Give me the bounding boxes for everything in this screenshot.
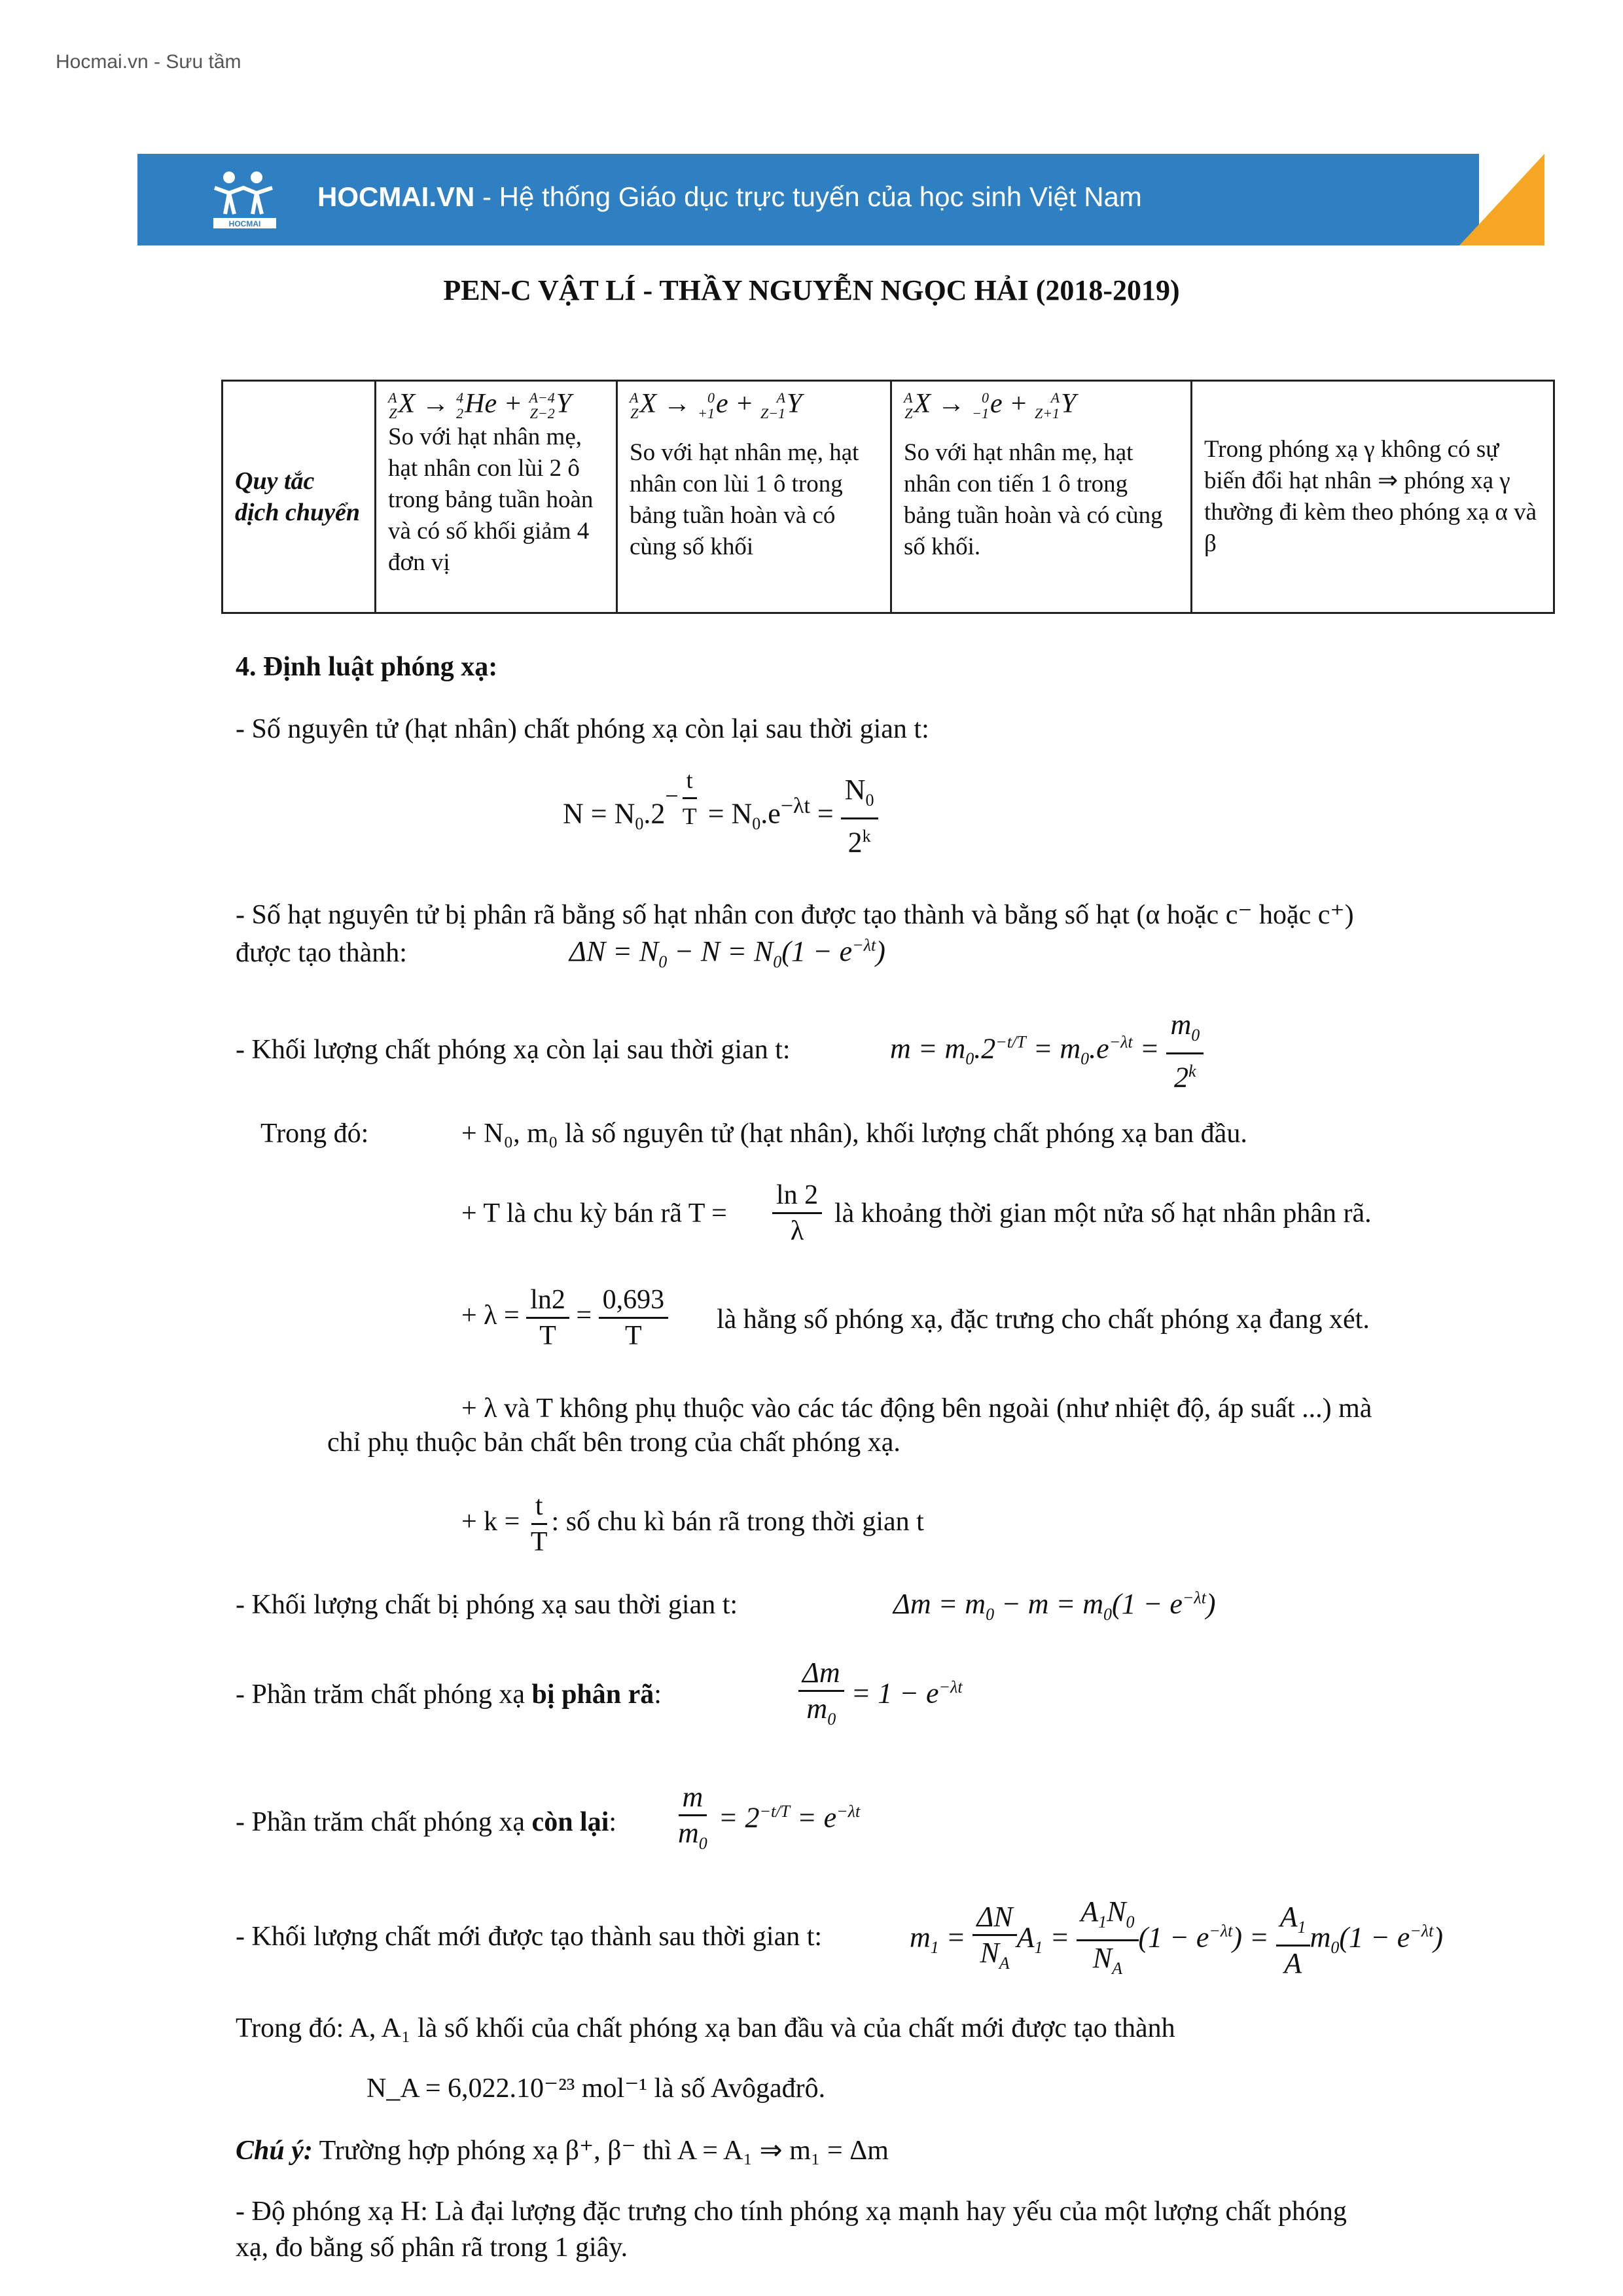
gamma-cell	[1192, 381, 1554, 613]
formula-delta-m: $\Delta m = m_0 - m = m_0(1 - e^{-\lambda t})$	[893, 1588, 1216, 1624]
hocmai-logo-icon	[209, 168, 281, 234]
formula-percent-decayed: $\frac{\Delta m}{m_0}$ = $1 - e^{-\lambda t}$	[798, 1656, 963, 1736]
section-heading: 4. Định luật phóng xạ:	[236, 652, 498, 682]
alpha-cell	[376, 381, 617, 613]
source-note: Hocmai.vn - Sưu tầm	[56, 51, 241, 73]
brand-name: HOCMAI.VN	[317, 181, 475, 212]
rules-label: Quy tắc dịch chuyển	[223, 381, 376, 613]
decayed-nuclei-line-2: được tạo thành:	[236, 938, 407, 968]
where-n0-m0: + N₀, m₀ là số nguyên tử (hạt nhân), khối lượng chất phóng xạ ban đầu.	[461, 1119, 1247, 1149]
formula-lambda: + λ = $\frac{\ln 2}{T}$ = $\frac{0,693}{T}$	[461, 1283, 668, 1353]
decayed-nuclei-line: - Số hạt nguyên tử bị phân rã bằng số hạt nhân con được tạo thành và bằng số hạt (α hoặc c⁻ hoặc c⁺)	[236, 900, 1354, 930]
where-independent-a: + λ và T không phụ thuộc vào các tác động bên ngoài (như nhiệt độ, áp suất ...) mà	[461, 1393, 1372, 1424]
where-label: Trong đó:	[260, 1119, 369, 1149]
rules-table	[221, 380, 1555, 614]
percent-remaining-line: - Phần trăm chất phóng xạ còn lại:	[236, 1807, 617, 1837]
remaining-nuclei-line: - Số nguyên tử (hạt nhân) chất phóng xạ còn lại sau thời gian t:	[236, 714, 929, 744]
beta-plus-equation: A Z X → 0 +1 e + A Z−1 Y	[630, 389, 802, 422]
alpha-text: So với hạt nhân mẹ, hạt nhân con lùi 2 ô trong bảng tuần hoàn và có số khối giảm 4 đơn vị	[388, 423, 594, 577]
where-half-life-a: + T là chu kỳ bán rã T =	[461, 1198, 727, 1229]
formula-half-life: $\frac{\ln 2}{\lambda}$	[772, 1178, 822, 1248]
where-half-life-b: là khoảng thời gian một nửa số hạt nhân phân rã.	[834, 1198, 1372, 1229]
header-banner	[137, 154, 1479, 245]
new-mass-line: - Khối lượng chất mới được tạo thành sau thời gian t:	[236, 1922, 823, 1952]
alpha-equation: A Z X → 4 2 He + A−4 Z−2 Y	[388, 389, 572, 422]
beta-plus-text: So với hạt nhân mẹ, hạt nhân con lùi 1 ô trong bảng tuần hoàn và có cùng số khối	[630, 439, 859, 561]
page-title: PEN-C VẬT LÍ - THẦY NGUYỄN NGỌC HẢI (2018-2019)	[443, 274, 1180, 306]
formula-delta-n: $\Delta N = N_0 - N = N_0(1 - e^{-\lambda t})$	[569, 935, 885, 971]
formula-m: $m = m_0.2^{-t/T} = m_0.e^{-\lambda t}$ = $\frac{m_0}{2^k}$	[890, 1008, 1204, 1094]
activity-line-b: xạ, đo bằng số phân rã trong 1 giây.	[236, 2233, 628, 2263]
beta-minus-equation: A Z X → 0 −1 e + A Z+1 Y	[904, 389, 1077, 422]
remaining-mass-line: - Khối lượng chất phóng xạ còn lại sau thời gian t:	[236, 1035, 791, 1065]
banner-tagline: - Hệ thống Giáo dục trực tuyến của học sinh Việt Nam	[474, 181, 1142, 212]
avogadro-line: N_A = 6,022.10⁻²³ mol⁻¹ là số Avôgađrô.	[366, 2073, 826, 2104]
where-a-a1: Trong đó: A, A₁ là số khối của chất phóng xạ ban đầu và của chất mới được tạo thành	[236, 2013, 1175, 2043]
banner-text	[317, 181, 1142, 213]
where-k: : số chu kì bán rã trong thời gian t	[551, 1507, 924, 1537]
lost-mass-line: - Khối lượng chất bị phóng xạ sau thời gian t:	[236, 1590, 738, 1620]
beta-plus-cell	[617, 381, 891, 613]
activity-line-a: - Độ phóng xạ H: Là đại lượng đặc trưng cho tính phóng xạ mạnh hay yếu của một lượng chất phóng	[236, 2197, 1347, 2227]
formula-k: + k = $\frac{t}{T}$ : số chu kì bán rã trong thời gian t	[461, 1489, 924, 1559]
where-independent-b: chỉ phụ thuộc bản chất bên trong của chất phóng xạ.	[327, 1427, 901, 1458]
logo-caption: HOCMAI	[228, 219, 261, 228]
formula-percent-remaining: $\frac{m}{m_0}$ = $2^{-t/T} = e^{-\lambda t}$	[678, 1781, 861, 1853]
formula-n: $N = N_0.2^{- \frac{t}{T}}$ = $N_0.e^{-\lambda t}$ = $\frac{N_0}{2^k}$	[563, 772, 878, 860]
banner-accent-shape	[1394, 154, 1544, 245]
note-line: Chú ý: Trường hợp phóng xạ β⁺, β⁻ thì A = A₁ ⇒ m₁ = Δm	[236, 2136, 889, 2166]
beta-minus-cell	[891, 381, 1192, 613]
formula-new-mass: $m_1$ = $\frac{\Delta N}{N_A}$ $A_1$ = $\frac{A_1N_0}{N_A}$ $(1 - e^{-\lambda t})$ = $\frac{A_1}{A}$ $m_0(1 - e^{-\lambda t})$	[910, 1895, 1443, 1979]
where-lambda: là hằng số phóng xạ, đặc trưng cho chất phóng xạ đang xét.	[717, 1304, 1370, 1335]
beta-minus-text: So với hạt nhân mẹ, hạt nhân con tiến 1 ô trong bảng tuần hoàn và có cùng số khối.	[904, 439, 1163, 561]
percent-decayed-line: - Phần trăm chất phóng xạ bị phân rã:	[236, 1679, 662, 1710]
gamma-text: Trong phóng xạ γ không có sự biến đổi hạt nhân ⇒ phóng xạ γ thường đi kèm theo phóng xạ α và β	[1204, 436, 1537, 557]
